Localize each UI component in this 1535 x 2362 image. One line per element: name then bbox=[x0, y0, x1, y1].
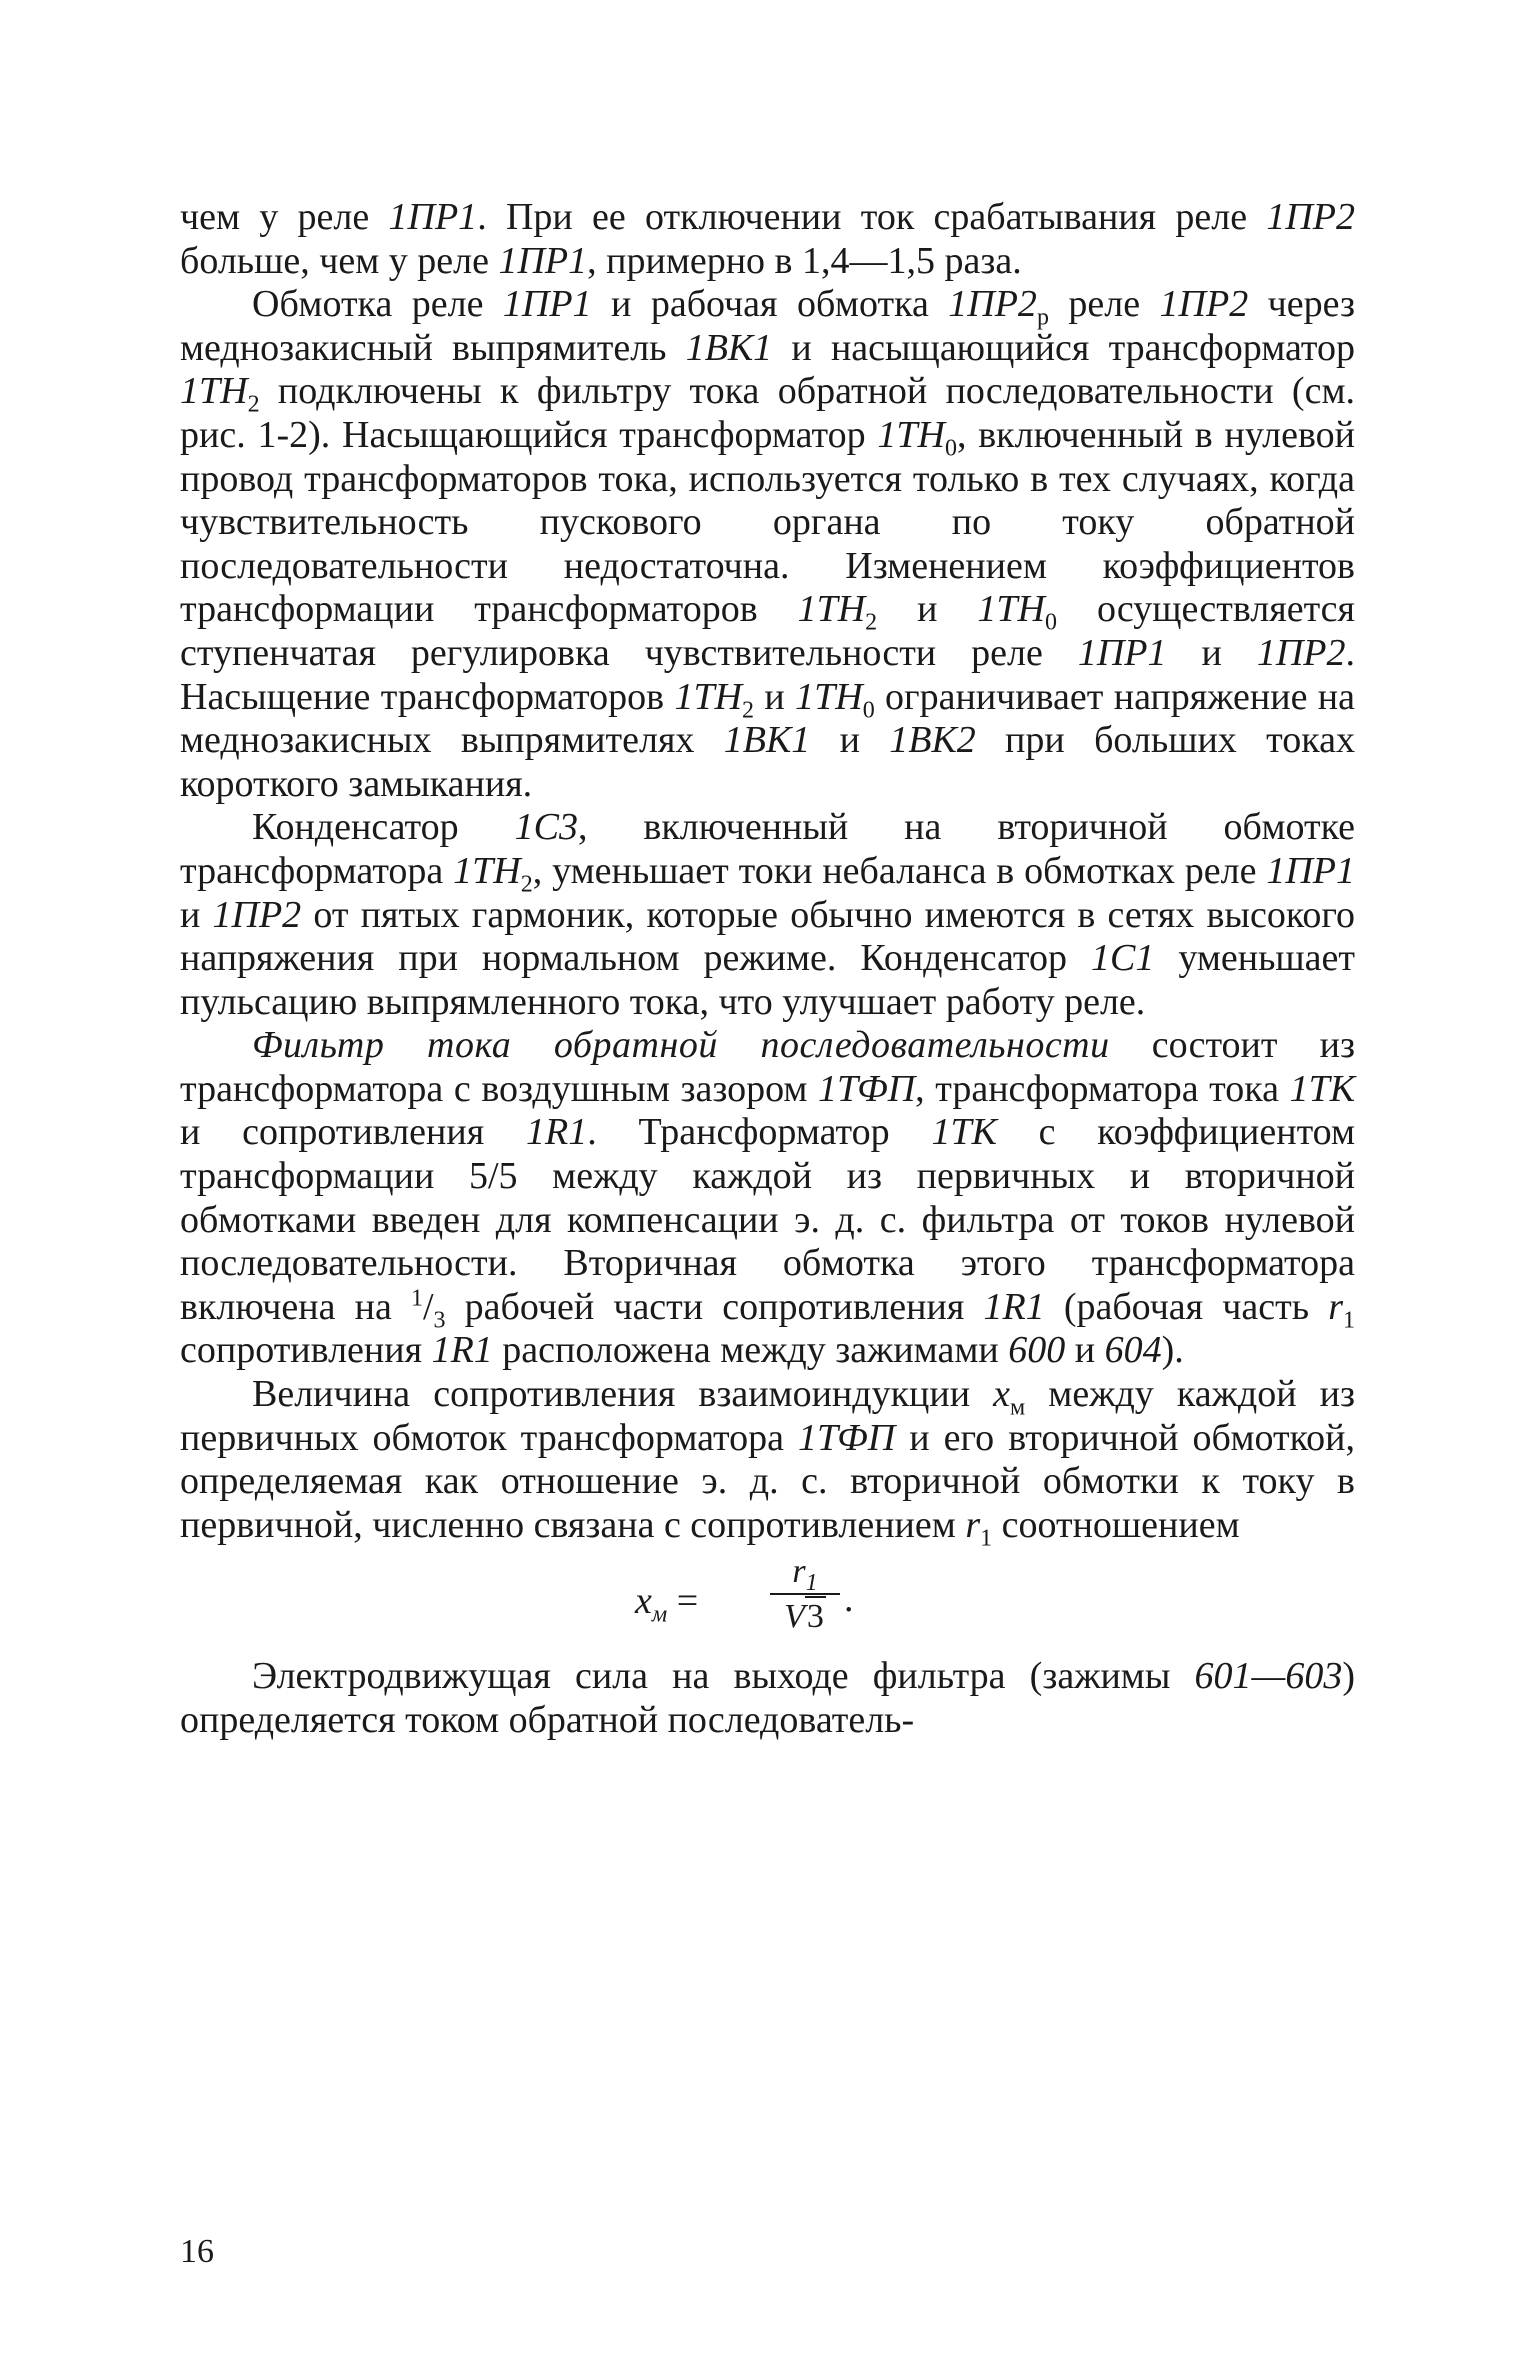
text-run: 600 bbox=[1008, 1329, 1066, 1372]
text-run: / bbox=[422, 1285, 434, 1328]
text-run: уменьшает пульсацию выпрямленного тока, что улучшает работу реле. bbox=[180, 937, 1356, 1023]
text-run: 0 bbox=[945, 435, 957, 462]
text-run: 1R1 bbox=[526, 1111, 588, 1154]
text-run: 1ПР2 bbox=[1256, 631, 1346, 674]
text-run: 1ПР1 bbox=[388, 196, 478, 238]
text-run: x bbox=[993, 1373, 1011, 1416]
text-run: , примерно в 1,4—1,5 раза. bbox=[587, 239, 1022, 282]
text-run: и насыщающийся трансформатор bbox=[772, 326, 1356, 369]
text-run: 2 bbox=[865, 609, 878, 636]
text-run: r bbox=[965, 1503, 981, 1546]
text-run: 1ТН bbox=[453, 849, 521, 892]
formula-mutual-inductance bbox=[180, 1547, 1355, 1655]
text-run: Электродвижущая сила на выходе фильтра (зажимы bbox=[252, 1655, 1195, 1698]
formula-denominator: V3 bbox=[784, 1598, 824, 1636]
text-run: 1ПР1 bbox=[1266, 849, 1355, 892]
text-run: 1ТФП bbox=[798, 1416, 896, 1459]
book-page bbox=[180, 196, 1355, 2296]
text-run: , включенный в нулевой провод трансформаторов тока, используется только в тех случаях, когда чувствительность пускового органа по току обратной последовательности недостаточна. Изменением коэффициентов трансформации трансформаторов bbox=[180, 413, 1356, 631]
paragraph-p3 bbox=[180, 806, 1355, 1024]
text-run: и его вторичной обмоткой, определяемая как отношение э. д. с. вторичной обмотки к току в первичной, численно связана с сопротивлением bbox=[180, 1416, 1356, 1546]
text-run: ограничивает напряжение на меднозакисных выпрямителях bbox=[180, 675, 1355, 762]
text-run: и рабочая обмотка bbox=[591, 283, 949, 326]
text-run: при больших токах короткого замыкания. bbox=[180, 719, 1355, 805]
text-run: 1ТН bbox=[795, 675, 863, 718]
text-run: и bbox=[877, 588, 978, 631]
text-run: ). bbox=[1161, 1329, 1184, 1372]
text-run: 3 bbox=[433, 1307, 446, 1334]
text-run: осуществляется ступенчатая регулировка чувствительности реле bbox=[180, 588, 1355, 674]
text-run: . Насыщение трансформаторов bbox=[180, 631, 1355, 718]
text-run: с коэффициентом трансформации 5/5 между каждой из первичных и вторичной обмотками введен для компенсации э. д. с. фильтра от токов нулевой последовательности. Вторичная обмотка этого трансформатора включена на bbox=[180, 1111, 1356, 1328]
text-run: и bbox=[180, 893, 213, 936]
text-run: 1ТН bbox=[674, 675, 743, 718]
text-run: Обмотка реле bbox=[252, 283, 503, 326]
text-run: 1ВК2 bbox=[889, 719, 976, 762]
text-run: и bbox=[810, 719, 890, 762]
text-run: 1ПР2 bbox=[1266, 196, 1355, 238]
text-run: 1ТН bbox=[877, 413, 945, 456]
text-run: 1ПР2 bbox=[948, 283, 1037, 326]
text-run: 2 bbox=[247, 391, 260, 418]
formula-numerator: $r_1$ bbox=[792, 1553, 818, 1597]
text-run: 604 bbox=[1104, 1329, 1162, 1372]
formula-period: . bbox=[844, 1578, 854, 1621]
text-run: 1ПР1 bbox=[498, 239, 588, 282]
text-run: 1ТН bbox=[797, 588, 866, 631]
text-run: 1ТН bbox=[977, 588, 1045, 631]
text-run: м bbox=[1010, 1394, 1026, 1421]
text-run: и bbox=[754, 675, 796, 718]
text-run: сопротивления bbox=[180, 1329, 432, 1372]
text-run: расположена между зажимами bbox=[492, 1329, 1009, 1372]
paragraph-p2 bbox=[180, 283, 1355, 806]
text-run: реле bbox=[1048, 283, 1160, 326]
text-run: 1R1 bbox=[431, 1329, 493, 1372]
text-run: 1ПР1 bbox=[1077, 631, 1167, 674]
formula-fraction bbox=[770, 1553, 840, 1637]
text-run: 1ТФП bbox=[818, 1067, 916, 1110]
text-run: 1ТН bbox=[180, 370, 248, 413]
text-run: 0 bbox=[862, 697, 875, 724]
text-run: от пятых гармоник, которые обычно имеются в сетях высокого напряжения при нормальном режиме. Конденсатор bbox=[180, 893, 1355, 980]
text-run: 2 bbox=[520, 871, 533, 898]
text-run: 601—603 bbox=[1194, 1655, 1343, 1698]
formula-lhs: $x_м$ = bbox=[635, 1580, 699, 1628]
text-run: r bbox=[1328, 1285, 1343, 1328]
text-run: Конденсатор bbox=[252, 806, 515, 849]
text-run: , трансформатора тока bbox=[915, 1067, 1290, 1110]
text-run: р bbox=[1036, 304, 1049, 331]
page-number: 16 bbox=[180, 2233, 214, 2270]
text-block-end bbox=[180, 1655, 1355, 1742]
text-run: 2 bbox=[742, 697, 755, 724]
text-run: состоит из трансформатора с воздушным зазором bbox=[180, 1024, 1355, 1110]
text-run: 1ПР1 bbox=[502, 283, 592, 326]
text-run: 1ВК1 bbox=[723, 719, 811, 762]
text-block-main bbox=[180, 196, 1356, 1552]
text-run: 1 bbox=[410, 1285, 423, 1312]
text-run: между каждой из первичных обмоток трансформатора bbox=[180, 1373, 1355, 1459]
paragraph-p4 bbox=[180, 1024, 1355, 1373]
text-run: 1ТК bbox=[1289, 1067, 1355, 1110]
text-run: Величина сопротивления взаимоиндукции bbox=[252, 1373, 994, 1416]
text-run: , включенный на вторичной обмотке трансформатора bbox=[180, 806, 1355, 892]
text-run: через меднозакисный выпрямитель bbox=[180, 283, 1355, 369]
text-run: 1С3 bbox=[514, 806, 578, 849]
text-run: и bbox=[1166, 631, 1257, 674]
text-run: 1ТК bbox=[931, 1111, 997, 1154]
text-run: 1R1 bbox=[983, 1285, 1045, 1328]
paragraph-p6 bbox=[180, 1655, 1355, 1742]
paragraph-p1 bbox=[180, 196, 1355, 283]
text-run: Фильтр тока обратной последовательности bbox=[252, 1024, 1110, 1067]
text-run: 1 bbox=[1343, 1307, 1355, 1334]
paragraph-p5 bbox=[180, 1373, 1356, 1552]
text-run: 1ПР2 bbox=[212, 893, 302, 936]
text-run: подключены к фильтру тока обратной последовательности (см. рис. 1-2). Насыщающийся трансформатор bbox=[180, 370, 1355, 456]
text-run: 1 bbox=[980, 1525, 993, 1552]
text-run: и bbox=[1065, 1329, 1105, 1372]
text-run: больше, чем у реле bbox=[180, 239, 499, 282]
text-run: 0 bbox=[1045, 609, 1057, 636]
text-run: ) определяется током обратной последователь- bbox=[180, 1655, 1355, 1741]
text-run: . При ее отключении ток срабатывания реле bbox=[477, 196, 1267, 238]
text-run: чем у реле bbox=[180, 196, 389, 238]
text-run: , уменьшает токи небаланса в обмотках реле bbox=[532, 849, 1267, 892]
text-run: соотношением bbox=[992, 1503, 1240, 1546]
text-run: рабочей части сопротивления bbox=[445, 1285, 984, 1328]
text-run: (рабочая часть bbox=[1044, 1285, 1329, 1328]
text-run: и сопротивления bbox=[180, 1111, 526, 1154]
text-run: 1ВК1 bbox=[685, 326, 773, 369]
text-run: 1ПР2 bbox=[1159, 283, 1249, 326]
text-run: . Трансформатор bbox=[587, 1111, 932, 1154]
text-run: 1С1 bbox=[1091, 937, 1155, 980]
